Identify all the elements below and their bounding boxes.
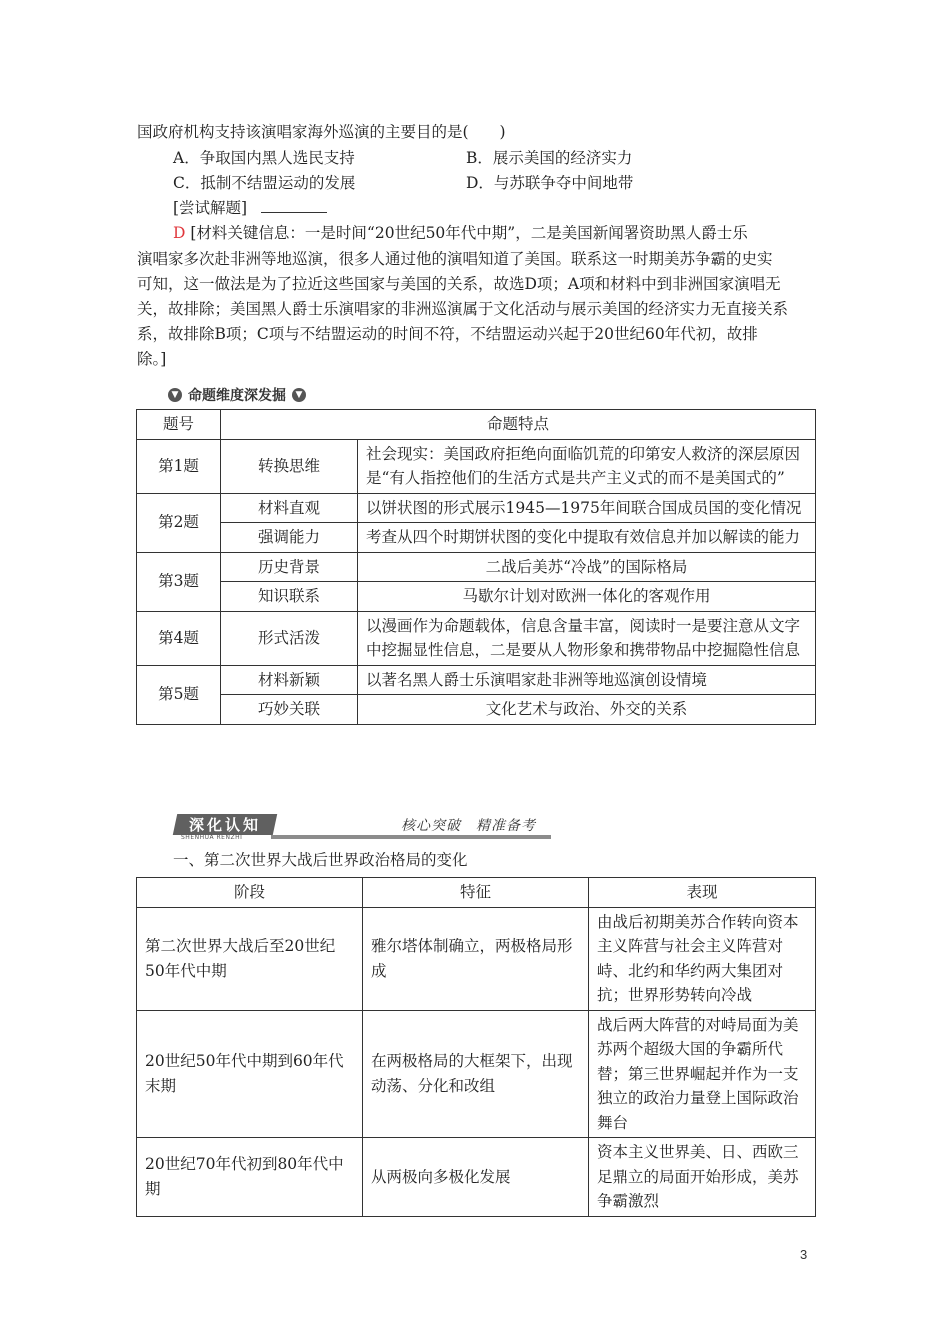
explanation-line-3: 可知，这一做法是为了拉近这些国家与美国的关系，故选D项；A项和材料中到非洲国家演唱无 <box>137 275 781 293</box>
page-number: 3 <box>800 1247 808 1262</box>
q4-key: 形式活泼 <box>221 611 358 665</box>
option-b: B．展示美国的经济实力 <box>466 149 633 167</box>
banner-rule <box>271 835 551 839</box>
dimension-table <box>136 409 816 725</box>
q3-value1: 二战后美苏“冷战”的国际格局 <box>358 552 816 582</box>
q2-value1: 以饼状图的形式展示1945—1975年间联合国成员国的变化情况 <box>358 493 816 523</box>
chevron-down-icon: ▼ <box>168 388 182 402</box>
option-a: A．争取国内黑人选民支持 <box>173 149 355 167</box>
explanation-text-1: [材料关键信息：一是时间“20世纪50年代中期”，二是美国新闻署资助黑人爵士乐 <box>190 224 748 242</box>
performance-cell: 战后两大阵营的对峙局面为美苏两个超级大国的争霸所代替；第三世界崛起并作为一支独立的政治力量登上国际政治舞台 <box>589 1010 816 1138</box>
option-d: D．与苏联争夺中间地带 <box>466 174 634 192</box>
option-c: C．抵制不结盟运动的发展 <box>173 174 356 192</box>
question-stem: 国政府机构支持该演唱家海外巡演的主要目的是( ) <box>137 123 506 141</box>
q5-value1: 以著名黑人爵士乐演唱家赴非洲等地巡演创设情境 <box>358 665 816 695</box>
q2-key1: 材料直观 <box>221 493 358 523</box>
table-header-row <box>137 410 816 440</box>
section1-heading: 一、第二次世界大战后世界政治格局的变化 <box>173 851 468 869</box>
banner-title-text: 深化认知 <box>188 816 261 834</box>
q5-key1: 材料新颖 <box>221 665 358 695</box>
q5-key2: 巧妙关联 <box>221 695 358 725</box>
q1-key: 转换思维 <box>221 439 358 493</box>
explanation-line-2: 演唱家多次赴非洲等地巡演，很多人通过他的演唱知道了美国。联系这一时期美苏争霸的史实 <box>137 250 773 268</box>
q4-no: 第4题 <box>137 611 221 665</box>
pattern-change-table <box>136 877 816 1217</box>
stage-cell: 20世纪70年代初到80年代中期 <box>137 1138 363 1217</box>
table-row <box>137 611 816 665</box>
q3-key1: 历史背景 <box>221 552 358 582</box>
header-feature: 命题特点 <box>221 410 816 440</box>
table-row <box>137 907 816 1010</box>
dimension-title-text: 命题维度深发掘 <box>188 388 286 404</box>
q1-no: 第1题 <box>137 439 221 493</box>
q2-no: 第2题 <box>137 493 221 552</box>
banner-pinyin: SHENHUA RENZHI <box>181 834 243 841</box>
table-row <box>137 493 816 523</box>
q2-key2: 强调能力 <box>221 523 358 553</box>
chevron-down-icon: ▼ <box>292 388 306 402</box>
header-feature: 特征 <box>363 878 589 908</box>
header-performance: 表现 <box>589 878 816 908</box>
answer-blank <box>261 198 327 213</box>
feature-cell: 从两极向多极化发展 <box>363 1138 589 1217</box>
table-row <box>137 439 816 493</box>
table-row <box>137 1010 816 1138</box>
q3-key2: 知识联系 <box>221 582 358 612</box>
header-stage: 阶段 <box>137 878 363 908</box>
explanation-line-5: 系，故排除B项；C项与不结盟运动的时间不符，不结盟运动兴起于20世纪60年代初，故排 <box>137 325 758 343</box>
performance-cell: 资本主义世界美、日、西欧三足鼎立的局面开始形成，美苏争霸激烈 <box>589 1138 816 1217</box>
dimension-section-title <box>168 385 306 405</box>
feature-cell: 雅尔塔体制确立，两极格局形成 <box>363 907 589 1010</box>
q5-no: 第5题 <box>137 665 221 724</box>
q1-value: 社会现实：美国政府拒绝向面临饥荒的印第安人救济的深层原因是“有人指控他们的生活方式是共产主义式的而不是美国式的” <box>358 439 816 493</box>
q5-value2: 文化艺术与政治、外交的关系 <box>358 695 816 725</box>
q3-value2: 马歇尔计划对欧洲一体化的客观作用 <box>358 582 816 612</box>
table-row <box>137 695 816 725</box>
feature-cell: 在两极格局的大框架下，出现动荡、分化和改组 <box>363 1010 589 1138</box>
try-solve-text: [尝试解题] <box>173 199 248 217</box>
try-solve-label <box>173 197 327 219</box>
table-row <box>137 665 816 695</box>
q2-value2: 考查从四个时期饼状图的变化中提取有效信息并加以解读的能力 <box>358 523 816 553</box>
q4-value: 以漫画作为命题载体，信息含量丰富，阅读时一是要注意从文字中挖掘显性信息，二是要从人物形象和携带物品中挖掘隐性信息 <box>358 611 816 665</box>
explanation-line-4: 关，故排除；美国黑人爵士乐演唱家的非洲巡演属于文化活动与展示美国的经济实力无直接关系 <box>137 300 789 318</box>
explanation-line-1 <box>173 222 748 244</box>
explanation-line-6: 除。] <box>137 350 167 368</box>
banner-subtitle: 核心突破 精准备考 <box>401 818 536 834</box>
section-banner <box>175 814 551 840</box>
table-row <box>137 582 816 612</box>
table-row <box>137 1138 816 1217</box>
q3-no: 第3题 <box>137 552 221 611</box>
table-header-row <box>137 878 816 908</box>
stage-cell: 第二次世界大战后至20世纪50年代中期 <box>137 907 363 1010</box>
performance-cell: 由战后初期美苏合作转向资本主义阵营与社会主义阵营对峙、北约和华约两大集团对抗；世界形势转向冷战 <box>589 907 816 1010</box>
banner-title <box>173 814 277 835</box>
header-no: 题号 <box>137 410 221 440</box>
table-row <box>137 523 816 553</box>
answer-letter: D <box>173 224 186 242</box>
stage-cell: 20世纪50年代中期到60年代末期 <box>137 1010 363 1138</box>
table-row <box>137 552 816 582</box>
